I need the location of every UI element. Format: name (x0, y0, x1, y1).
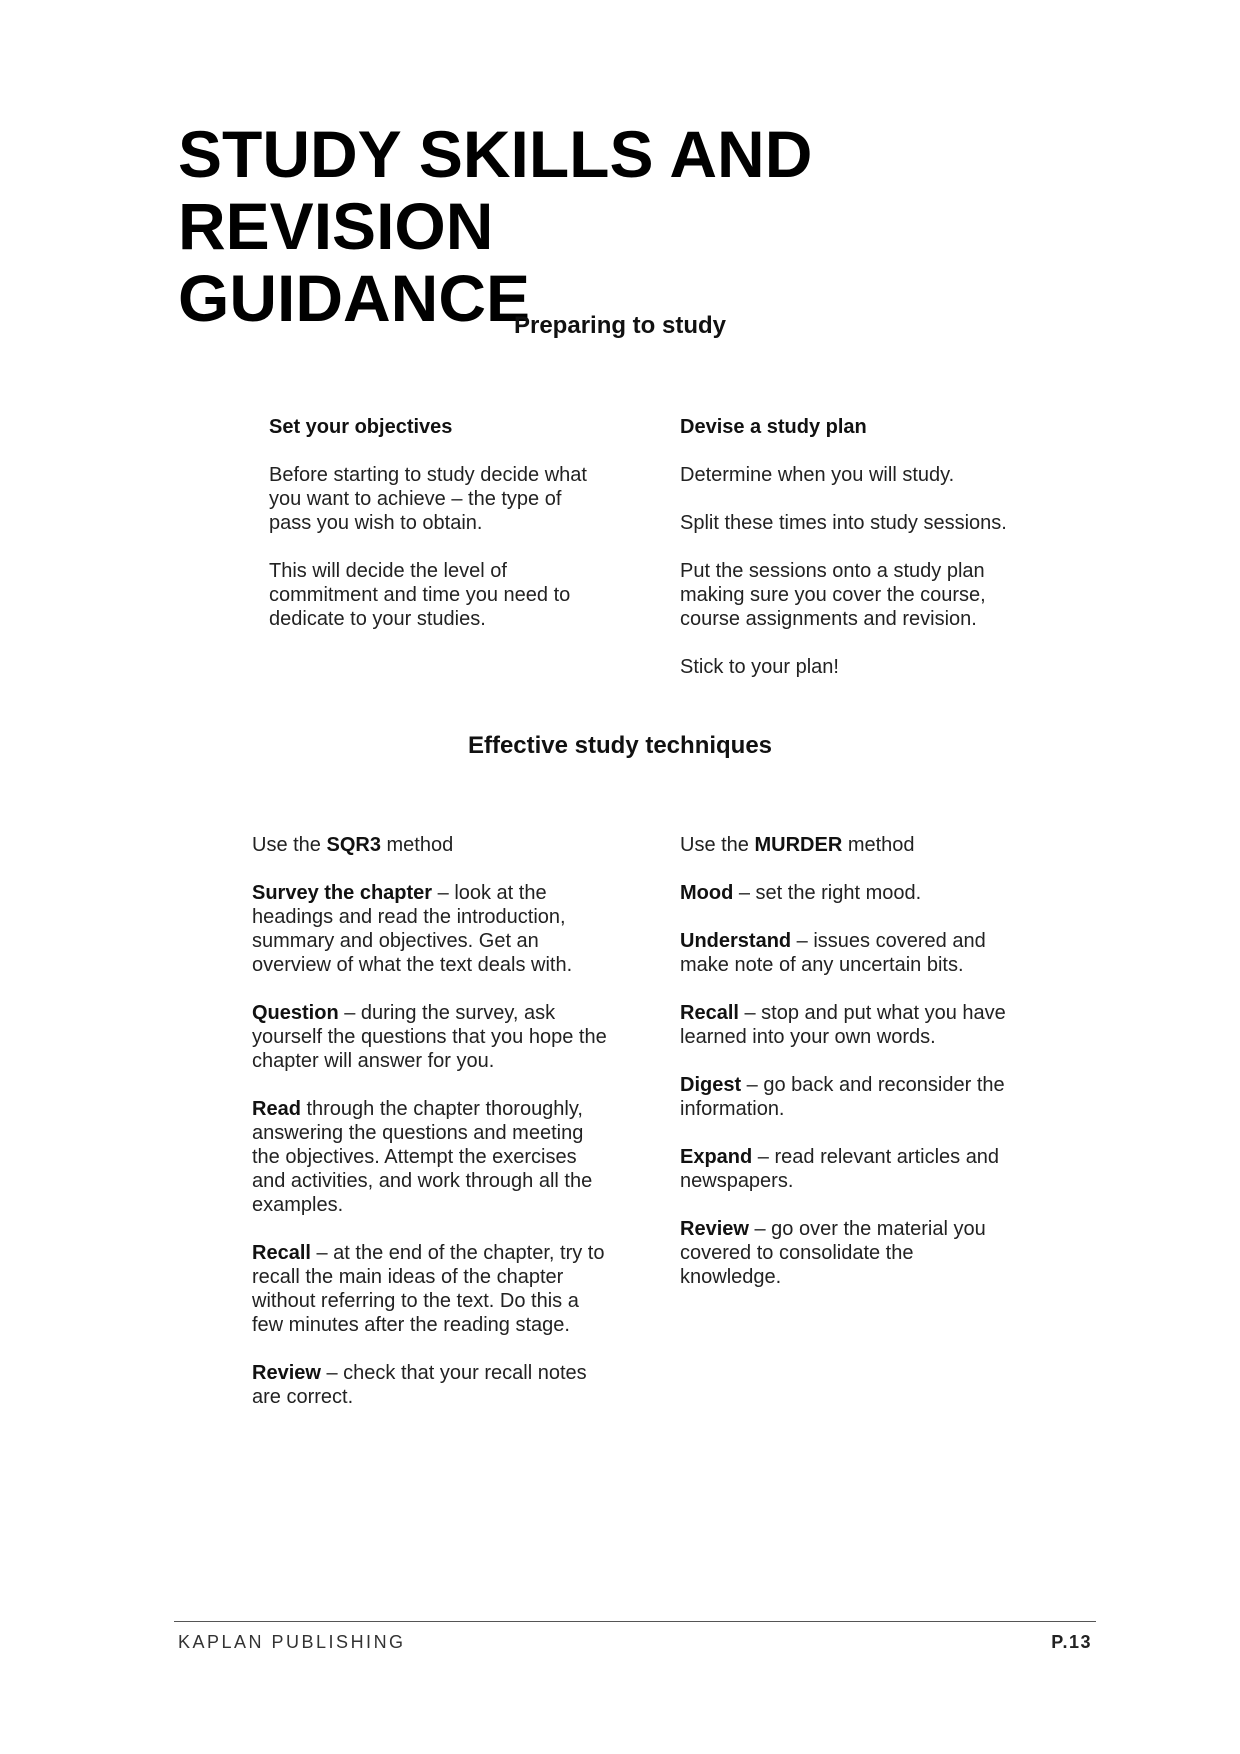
murder-column (680, 833, 1012, 1313)
murder-item: Review – go over the material you covered to consolidate the knowledge. (680, 1218, 986, 1288)
page-number: P.13 (1051, 1632, 1092, 1652)
murder-item: Understand – issues covered and make note of any uncertain bits. (680, 930, 986, 976)
sqr3-intro: Use the SQR3 method (252, 834, 454, 856)
murder-item: Digest – go back and reconsider the information. (680, 1074, 1005, 1120)
study-plan-column (680, 415, 1040, 703)
page-title-line-2: GUIDANCE (178, 261, 531, 335)
objectives-heading: Set your objectives (269, 416, 453, 438)
study-plan-paragraph: Split these times into study sessions. (680, 512, 1007, 534)
objectives-paragraph: Before starting to study decide what you want to achieve – the type of pass you wish to obtain. (269, 464, 587, 534)
section-heading-techniques: Effective study techniques (467, 732, 773, 759)
study-plan-paragraph: Put the sessions onto a study plan making sure you cover the course, course assignments and revision. (680, 560, 986, 630)
sqr3-item: Review – check that your recall notes are correct. (252, 1362, 587, 1408)
footer-publisher: KAPLAN PUBLISHING (178, 1632, 406, 1652)
murder-item: Mood – set the right mood. (680, 882, 922, 904)
murder-item: Recall – stop and put what you have learned into your own words. (680, 1002, 1006, 1048)
sqr3-column (252, 833, 614, 1433)
study-plan-heading: Devise a study plan (680, 416, 867, 438)
sqr3-item: Survey the chapter – look at the headings and read the introduction, summary and objectives. Get an overview of what the text deals with. (252, 882, 573, 976)
murder-item: Expand – read relevant articles and newspapers. (680, 1146, 1000, 1192)
sqr3-item: Recall – at the end of the chapter, try to recall the main ideas of the chapter without referring to the text. Do this a few minutes after the reading stage. (252, 1242, 605, 1336)
objectives-paragraph: This will decide the level of commitment and time you need to dedicate to your studies. (269, 560, 571, 630)
objectives-column (269, 415, 599, 655)
page-title-line-1: STUDY SKILLS AND REVISION (178, 117, 813, 263)
murder-intro: Use the MURDER method (680, 834, 915, 856)
sqr3-item: Question – during the survey, ask yourself the questions that you hope the chapter will answer for you. (252, 1002, 607, 1072)
section-heading-preparing: Preparing to study (513, 312, 727, 339)
study-plan-paragraph: Stick to your plan! (680, 656, 839, 678)
study-plan-paragraph: Determine when you will study. (680, 464, 955, 486)
sqr3-item: Read through the chapter thoroughly, answering the questions and meeting the objectives. Attempt the exercises and activities, and work through all the examples. (252, 1098, 593, 1216)
footer-divider (174, 1621, 1096, 1622)
page-title (178, 118, 1138, 334)
